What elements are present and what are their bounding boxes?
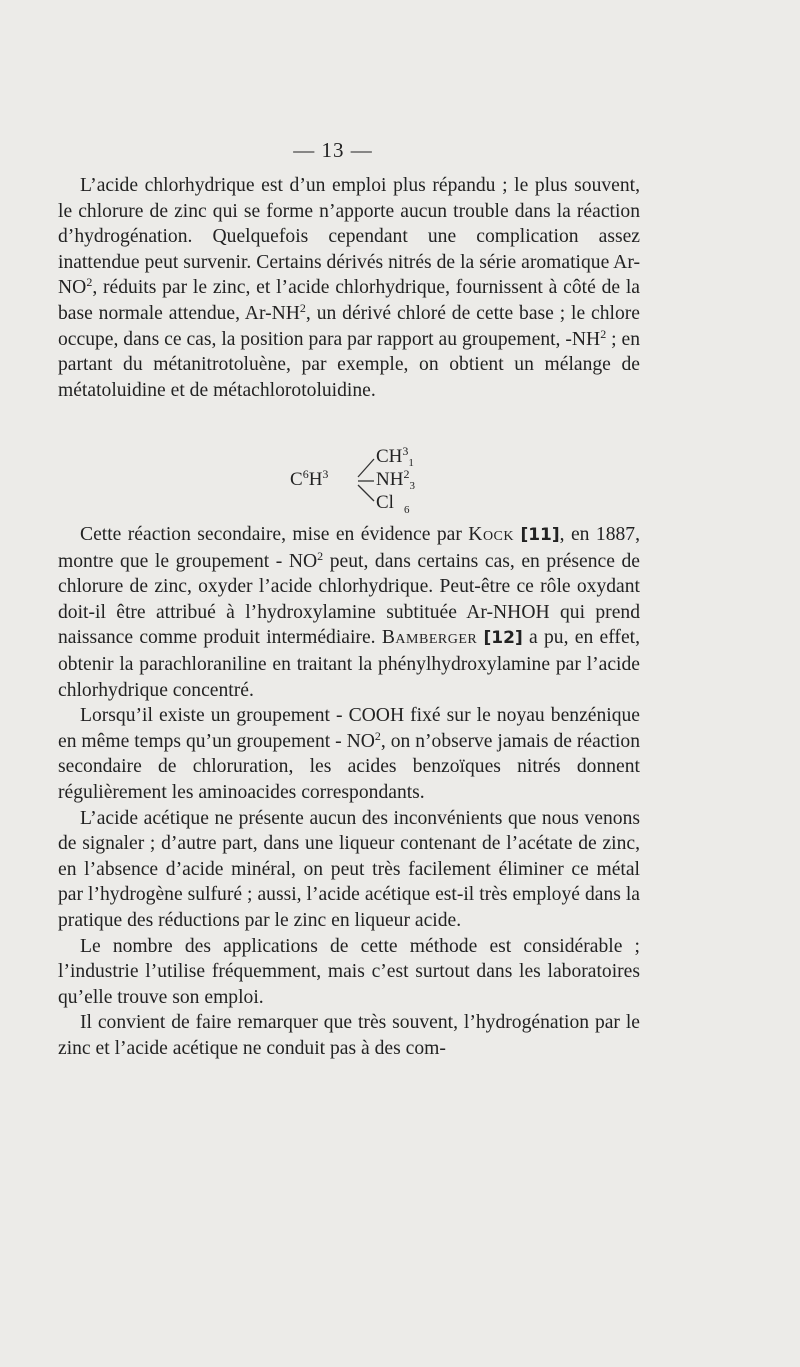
formula-core-h: H — [308, 469, 323, 490]
citation-reference: [12] — [483, 628, 523, 649]
paragraph-1 — [58, 173, 640, 403]
text-block-bottom — [58, 522, 640, 1061]
text-run: Il convient de faire remarquer que très souvent, l’hydrogénation par le zinc et l’acide acétique ne conduit pas à des com- — [58, 1012, 640, 1059]
substituent-2-position: 3 — [409, 480, 415, 492]
bond-line-lower — [358, 485, 374, 501]
substituent-1-sup: 3 — [402, 444, 409, 458]
text-run: , un dérivé chloré de cette base ; le chlore occupe, dans ce cas, la position para par rapport au groupement, -NH — [58, 302, 640, 350]
formula-substituent-3 — [376, 492, 409, 516]
superscript: 2 — [317, 548, 324, 563]
substituent-2-sup: 2 — [403, 467, 410, 481]
page-number: — 13 — — [293, 138, 373, 162]
author-name: Bamberger — [381, 627, 478, 649]
text-run: , en 1887, montre que le groupement - NO — [58, 524, 640, 572]
superscript: 2 — [600, 326, 607, 341]
substituent-1-text: CH — [376, 446, 403, 467]
formula-substituent-1 — [376, 446, 414, 469]
text-run: Cette réaction secondaire, mise en évidence par — [80, 524, 469, 545]
formula-core-c: C — [290, 469, 303, 490]
superscript: 2 — [299, 300, 306, 315]
text-block-top — [58, 173, 640, 403]
text-run: Lorsqu’il existe un groupement - COOH fixé sur le noyau benzénique en même temps qu’un groupement - NO — [58, 705, 640, 752]
author-name: Kock — [468, 524, 515, 545]
substituent-1-position: 1 — [408, 457, 414, 469]
text-run: ; en partant du métanitrotoluène, par exemple, on obtient un mélange de métatoluidine et de métachlorotoluidine. — [58, 328, 641, 401]
text-run: , réduits par le zinc, et l’acide chlorhydrique, fournissent à côté de la base normale attendue, Ar-NH — [58, 277, 640, 324]
formula-core-c-count: 6 — [302, 467, 309, 481]
text-run: L’acide acétique ne présente aucun des inconvénients que nous venons de signaler ; d’autre part, dans une liqueur contenant de l’acétate de zinc, en l’absence d’acide minéral, on peut très facilement éliminer ce métal par l’hydrogène sulfuré ; aussi, l’acide acétique est-il très employé dans la pratique des réductions par le zinc en liqueur acide. — [58, 807, 640, 931]
text-run: Le nombre des applications de cette méthode est considérable ; l’industrie l’utilise fréquemment, mais c’est surtout dans les laboratoires qu’elle trouve son emploi. — [58, 935, 640, 1008]
superscript: 2 — [86, 275, 93, 290]
chemical-formula — [286, 443, 476, 519]
substituent-3-position: 6 — [403, 504, 410, 516]
paragraph-3 — [58, 703, 640, 805]
text-run: peut, dans certains cas, en présence de chlorure de zinc, oxyder l’acide chlorhydrique. Peut-être ce rôle oxydant doit-il être attribué à l’hydroxylamine subtituée Ar-NHOH qui prend naissance comme produit intermédiaire. — [58, 550, 640, 649]
paragraph-5 — [58, 934, 640, 1011]
text-run: a pu, en effet, obtenir la parachloraniline en traitant la phénylhydroxylamine par l’acide chlorhydrique concentré. — [58, 627, 640, 701]
superscript: 2 — [374, 728, 381, 743]
formula-core — [290, 469, 328, 491]
formula-core-h-count: 3 — [322, 467, 329, 481]
substituent-2-text: NH — [376, 469, 404, 490]
substituent-3-text: Cl — [376, 492, 394, 513]
text-run: , on n’observe jamais de réaction secondaire de chloruration, les acides benzoïques nitrés donnent régulièrement les aminoacides correspondants. — [58, 730, 641, 803]
bond-line-upper — [358, 459, 374, 477]
paragraph-2 — [58, 522, 640, 703]
citation-reference: [11] — [520, 525, 560, 545]
paragraph-6 — [58, 1010, 640, 1061]
paragraph-4 — [58, 806, 640, 934]
formula-substituent-2 — [376, 469, 415, 492]
text-run: L’acide chlorhydrique est d’un emploi plus répandu ; le plus souvent, le chlorure de zinc qui se forme n’apporte aucun trouble dans la réaction d’hydrogénation. Quelquefois cependant une complication assez inattendue peut survenir. Certains dérivés nitrés de la série aromatique Ar-NO — [58, 175, 640, 299]
